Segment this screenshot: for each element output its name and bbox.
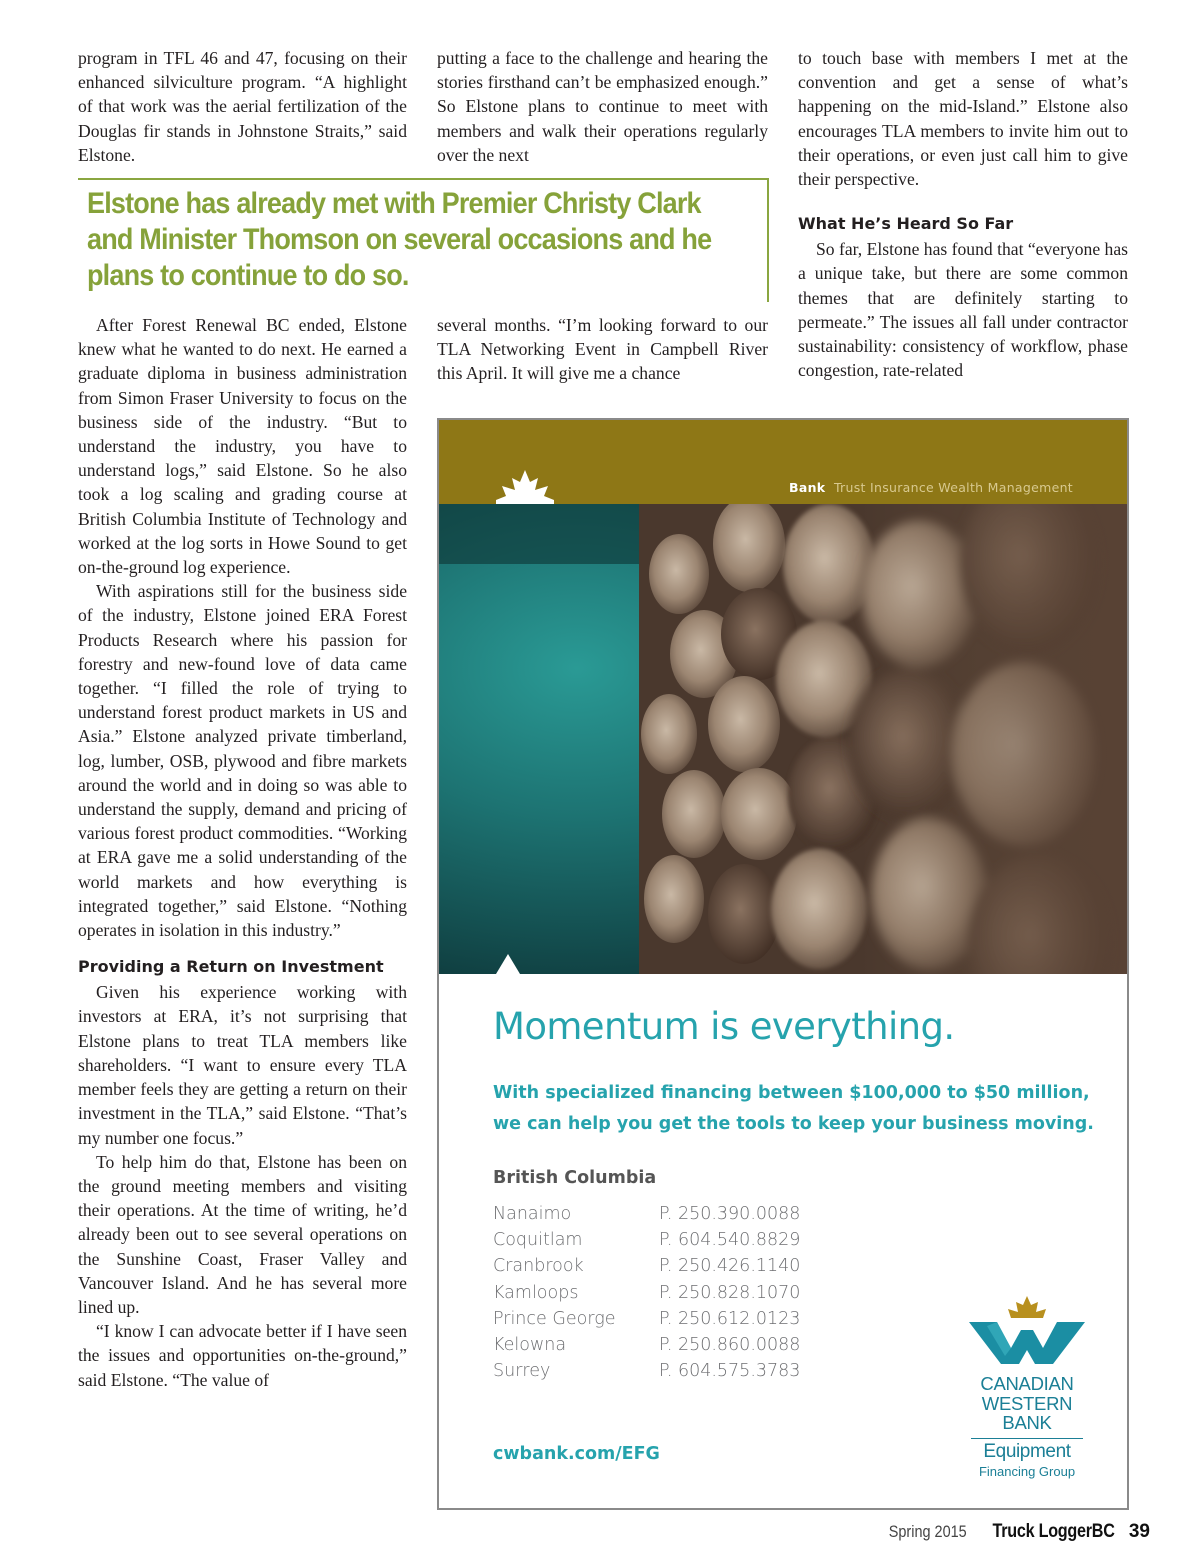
ad-website-link[interactable]: cwbank.com/EFG bbox=[493, 1444, 660, 1464]
office-phone: P. 604.540.8829 bbox=[659, 1230, 801, 1251]
column-1-top bbox=[78, 46, 407, 167]
log-pile-illustration bbox=[439, 504, 1127, 974]
office-phone: P. 250.860.0088 bbox=[659, 1334, 801, 1355]
paragraph: to touch base with members I met at the convention and get a sense of what’s happening on the mid-Island.” Elstone also encourages TLA members to invite him out to their operations, or even just call him to give their perspective. bbox=[798, 48, 1128, 190]
section-heading: What He’s Heard So Far bbox=[798, 214, 1014, 234]
office-row bbox=[493, 1256, 823, 1282]
maple-leaf-icon bbox=[492, 470, 558, 506]
pull-quote-text: Elstone has already met with Premier Christy Clark and Minister Thomson on several occasions and he plans to continue to do so. bbox=[87, 187, 712, 292]
section-heading: Providing a Return on Investment bbox=[78, 957, 384, 977]
office-row bbox=[493, 1309, 823, 1335]
column-3 bbox=[798, 46, 1128, 382]
tagline-bank: Bank bbox=[789, 480, 826, 495]
logo-line-3: BANK bbox=[1002, 1412, 1052, 1433]
bank-advertisement bbox=[437, 418, 1129, 1510]
paragraph: Given his experience working with investors at ERA, it’s not surprising that Elstone plans to treat TLA members like shareholders. “I want to ensure every TLA member feels they are getting a return on their investment in the TLA,” said Elstone. “That’s my number one focus.” bbox=[78, 982, 407, 1148]
office-row bbox=[493, 1335, 823, 1361]
cwb-maple-w-icon bbox=[967, 1296, 1087, 1366]
paragraph: With aspirations still for the business side of the industry, Elstone joined ERA Forest Products Research where his passion for forestry and new-found love of data came together. “I filled the role of trying to understand forest product markets in US and Asia.” Elstone analyzed private timberland, log, lumber, OSB, plywood and fibre markets around the world and in doing so was able to understand the supply, demand and pricing of various forest product commodities. “Working at ERA gave me a solid understanding of the world markets and how everything is integrated together,” said Elstone. “Nothing operates in isolation in this industry.” bbox=[78, 581, 407, 941]
logo-division-1: Equipment bbox=[983, 1441, 1071, 1462]
page-footer bbox=[875, 1521, 1150, 1543]
ad-tagline bbox=[789, 480, 1073, 495]
office-phone: P. 250.612.0123 bbox=[659, 1308, 801, 1329]
office-city: Nanaimo bbox=[493, 1204, 572, 1224]
office-row bbox=[493, 1204, 823, 1230]
office-city: Prince George bbox=[493, 1308, 616, 1329]
canadian-western-bank-logo bbox=[959, 1296, 1109, 1479]
logo-line-1: CANADIAN bbox=[980, 1373, 1074, 1394]
logo-divider bbox=[971, 1438, 1083, 1439]
office-phone: P. 604.575.3783 bbox=[659, 1361, 801, 1382]
logo-division-2: Financing Group bbox=[978, 1464, 1076, 1479]
ad-header-band bbox=[439, 420, 1127, 504]
ad-subheadline: With specialized financing between $100,000 to $50 million, we can help you get the tools to keep your business moving. bbox=[493, 1083, 1094, 1134]
office-row bbox=[493, 1230, 823, 1256]
paragraph: After Forest Renewal BC ended, Elstone knew what he wanted to do next. He earned a graduate diploma in business administration from Simon Fraser University to focus on the business side of the industry. “But to understand the industry, you have to understand logs,” said Elstone. So he also took a log scaling and grading course at British Columbia Institute of Technology and worked at the log sorts in Howe Sound to get on-the-ground log experience. bbox=[78, 315, 407, 578]
office-city: Coquitlam bbox=[493, 1230, 583, 1251]
office-row bbox=[493, 1361, 823, 1387]
ad-headline: Momentum is everything. bbox=[493, 1005, 955, 1048]
office-city: Kelowna bbox=[493, 1334, 567, 1355]
log-pile-photo bbox=[439, 504, 1127, 974]
office-city: Surrey bbox=[493, 1361, 551, 1382]
column-2-main bbox=[437, 313, 768, 386]
footer-magazine-title: Truck LoggerBC bbox=[992, 1521, 1115, 1542]
column-2-top bbox=[437, 46, 768, 167]
paragraph: To help him do that, Elstone has been on the ground meeting members and visiting their operations. At the time of writing, he’d already been out to see several operations on the Sunshine Coast, Fraser Valley and Vancouver Island. And he has several more lined up. bbox=[78, 1151, 407, 1317]
photo-notch bbox=[496, 954, 520, 974]
office-city: Cranbrook bbox=[493, 1256, 584, 1277]
footer-issue: Spring 2015 bbox=[888, 1522, 967, 1541]
column-1-main bbox=[78, 313, 407, 1392]
office-city: Kamloops bbox=[493, 1282, 579, 1303]
logo-line-2: WESTERN bbox=[981, 1393, 1073, 1414]
paragraph: So far, Elstone has found that “everyone has a unique take, but there are some common themes that are definitely starting to permeate.” The issues all fall under contractor sustainability: consistency of workflow, phase congestion, rate-related bbox=[798, 239, 1128, 381]
paragraph: several months. “I’m looking forward to our TLA Networking Event in Campbell River this April. It will give me a chance bbox=[437, 315, 768, 384]
paragraph: putting a face to the challenge and hearing the stories firsthand can’t be emphasized enough.” So Elstone plans to continue to meet with members and walk their operations regularly over the next bbox=[437, 48, 768, 165]
paragraph: “I know I can advocate better if I have seen the issues and opportunities on-the-ground,” said Elstone. “The value of bbox=[78, 1321, 407, 1390]
office-phone: P. 250.828.1070 bbox=[659, 1282, 801, 1303]
office-row bbox=[493, 1283, 823, 1309]
office-list bbox=[493, 1204, 823, 1387]
paragraph: program in TFL 46 and 47, focusing on their enhanced silviculture program. “A highlight of that work was the aerial fertilization of the Douglas fir stands in Johnstone Straits,” said Elstone. bbox=[78, 48, 407, 165]
page-number: 39 bbox=[1128, 1521, 1150, 1542]
ad-region: British Columbia bbox=[493, 1168, 657, 1188]
office-phone: P. 250.390.0088 bbox=[659, 1204, 801, 1224]
office-phone: P. 250.426.1140 bbox=[659, 1256, 801, 1277]
tagline-services: Trust Insurance Wealth Management bbox=[833, 480, 1073, 495]
pull-quote bbox=[78, 178, 769, 302]
